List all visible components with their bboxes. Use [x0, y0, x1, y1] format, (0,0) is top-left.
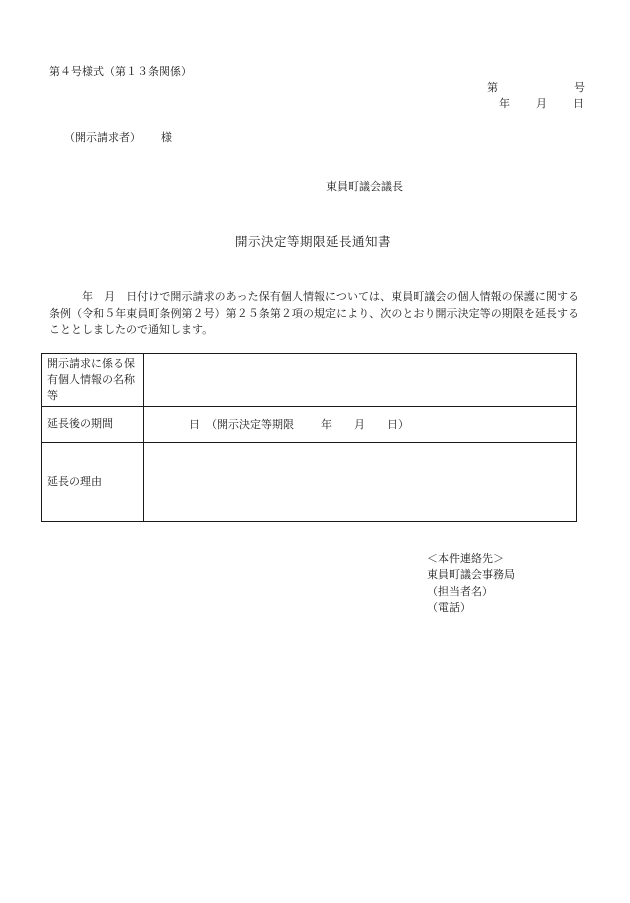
extended-period-label: 延長後の期間	[42, 406, 144, 442]
contact-office: 東員町議会事務局	[427, 568, 515, 582]
date-month-label: 月	[536, 97, 547, 110]
date-day-label: 日	[573, 97, 584, 110]
contact-heading: ＜本件連絡先＞	[427, 552, 504, 565]
period-days-label: 日	[189, 417, 200, 431]
info-name-label: 開示請求に係る保有個人情報の名称等	[42, 354, 144, 407]
form-number: 第４号様式（第１３条関係）	[49, 65, 192, 78]
info-name-value	[144, 354, 577, 407]
recipient-honorific: 様	[161, 131, 172, 144]
sender-name: 東員町議会議長	[326, 180, 403, 193]
document-number-prefix: 第	[487, 81, 498, 94]
table-row-period	[42, 406, 577, 442]
extension-reason-value	[144, 442, 577, 521]
document-number-suffix: 号	[574, 81, 585, 94]
period-day-label: 日）	[387, 417, 409, 431]
recipient-label: （開示請求者）	[64, 131, 141, 144]
contact-block	[427, 551, 515, 616]
extension-reason-label: 延長の理由	[42, 442, 144, 521]
contact-phone: （電話）	[427, 600, 471, 614]
date-year-label: 年	[499, 97, 510, 110]
period-deadline-label: （開示決定等期限	[206, 417, 294, 431]
notice-body: 年 月 日付けで開示請求のあった保有個人情報については、東員町議会の個人情報の保護に関する条例（令和５年東員町条例第２号）第２５条第２項の規定により、次のとおり開示決定等の期限を延長することとしましたので通知します。	[49, 290, 579, 336]
table-row-reason	[42, 442, 577, 521]
notice-table	[41, 353, 577, 522]
document-number	[487, 80, 585, 95]
document-title: 開示決定等期限延長通知書	[235, 234, 392, 249]
table-row-info	[42, 354, 577, 407]
period-year-label: 年	[321, 417, 332, 431]
extended-period-value	[144, 406, 577, 442]
contact-person: （担当者名）	[427, 584, 493, 598]
recipient-line	[64, 130, 172, 145]
issue-date	[499, 96, 584, 111]
period-month-label: 月	[354, 417, 365, 431]
